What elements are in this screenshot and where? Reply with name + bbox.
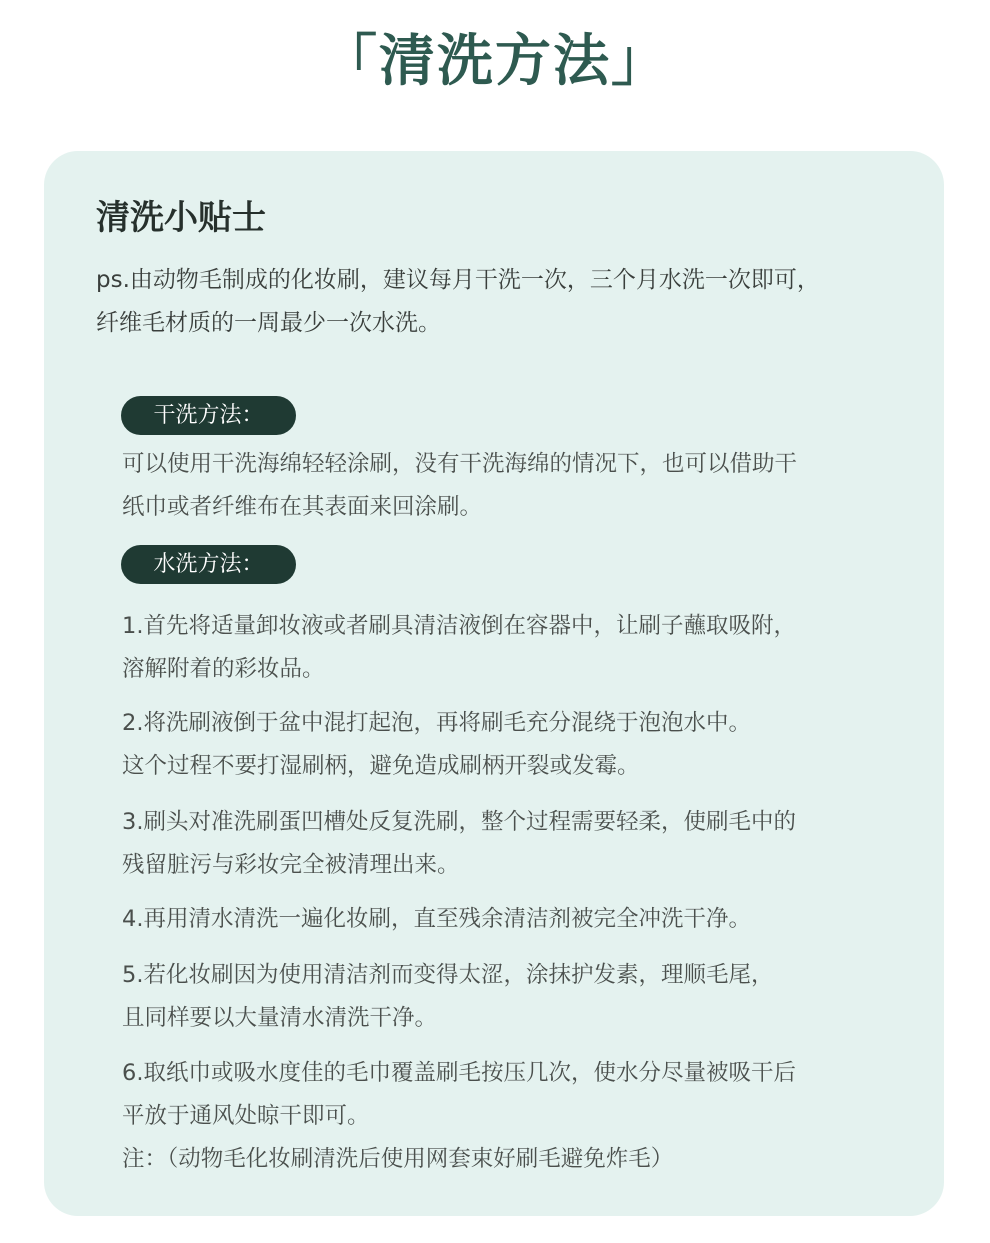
care-note: 注：（动物毛化妆刷清洗后使用网套束好刷毛避免炸毛） [122,1146,674,1172]
wet-step-line: 6.取纸巾或吸水度佳的毛巾覆盖刷毛按压几次，使水分尽量被吸干后 [122,1060,796,1086]
wet-step-3 [122,801,882,887]
wet-step-line: 且同样要以大量清水清洗干净。 [122,1005,438,1031]
wet-step-6 [122,1052,882,1181]
wet-step-line: 平放于通风处晾干即可。 [122,1103,370,1129]
wet-step-line: 4.再用清水清洗一遍化妆刷，直至残余清洁剂被完全冲洗干净。 [122,906,751,932]
page-title: 「清洗方法」 [321,29,669,94]
wet-wash-label: 水洗方法： [121,545,296,584]
dry-wash-label: 干洗方法： [121,396,296,435]
intro-text [96,259,876,345]
wet-step-1 [122,605,882,691]
dry-wash-line: 可以使用干洗海绵轻轻涂刷，没有干洗海绵的情况下，也可以借助干 [122,451,798,477]
intro-line: ps.由动物毛制成的化妆刷，建议每月干洗一次，三个月水洗一次即可， [96,267,820,293]
wet-step-line: 2.将洗刷液倒于盆中混打起泡，再将刷毛充分混绕于泡泡水中。 [122,710,751,736]
intro-line: 纤维毛材质的一周最少一次水洗。 [96,310,441,336]
dry-wash-text [122,443,882,529]
card-title: 清洗小贴士 [96,198,266,238]
cleaning-tips-card [44,151,944,1216]
wet-step-line: 溶解附着的彩妆品。 [122,656,325,682]
wet-step-line: 3.刷头对准洗刷蛋凹槽处反复洗刷，整个过程需要轻柔，使刷毛中的 [122,809,796,835]
wet-step-2 [122,702,882,788]
wet-step-4 [122,898,882,941]
wet-step-5 [122,954,882,1040]
wet-step-line: 1.首先将适量卸妆液或者刷具清洁液倒在容器中，让刷子蘸取吸附， [122,613,796,639]
wet-step-line: 这个过程不要打湿刷柄，避免造成刷柄开裂或发霉。 [122,753,640,779]
dry-wash-line: 纸巾或者纤维布在其表面来回涂刷。 [122,494,483,520]
wet-step-line: 5.若化妆刷因为使用清洁剂而变得太涩，涂抹护发素，理顺毛尾， [122,962,774,988]
wet-step-line: 残留脏污与彩妆完全被清理出来。 [122,852,460,878]
